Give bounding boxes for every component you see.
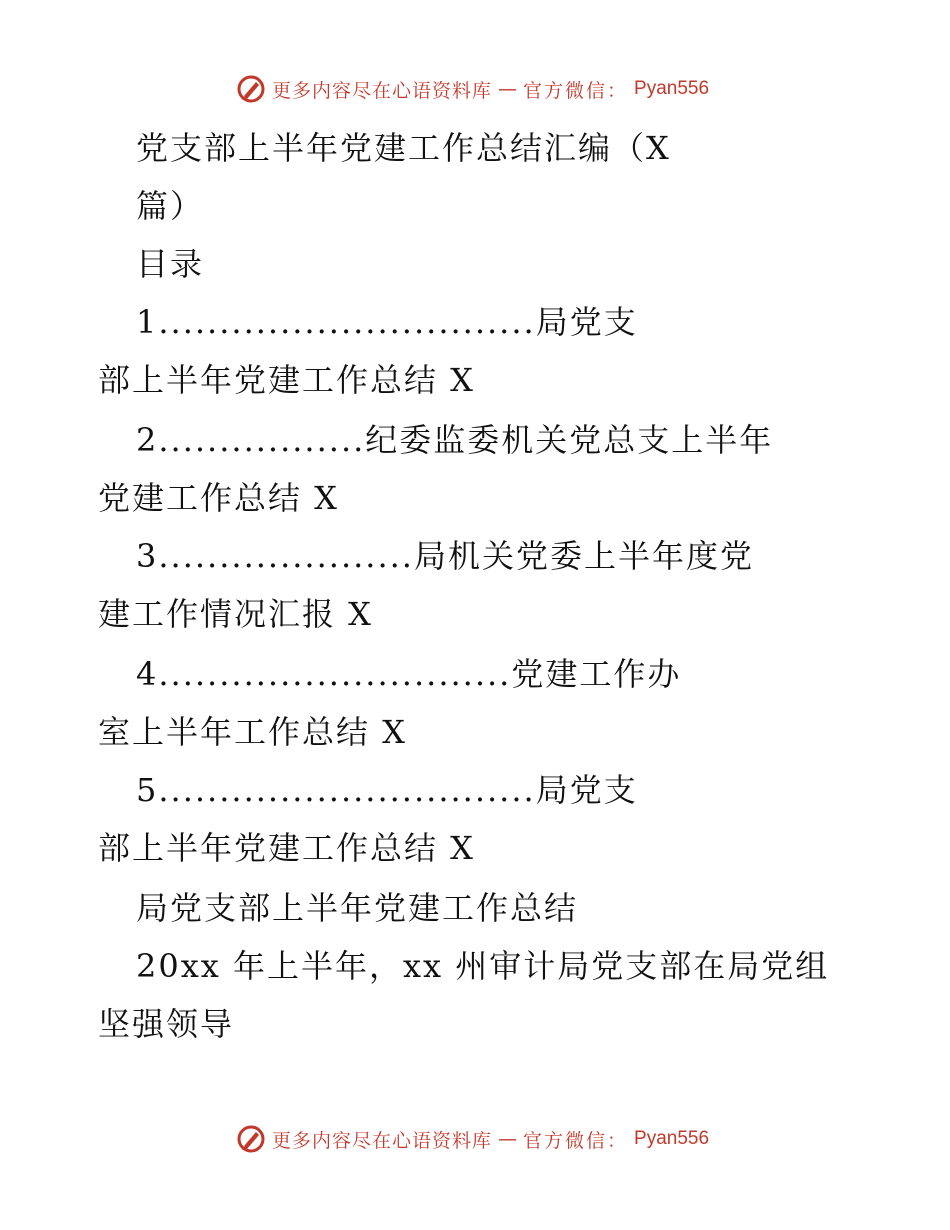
section-heading: 局党支部上半年党建工作总结 bbox=[136, 889, 579, 927]
doc-title-line-1: 党支部上半年党建工作总结汇编（X bbox=[136, 129, 671, 167]
toc-entry-3: 3.....................局机关党委上半年度党 bbox=[136, 537, 754, 575]
body-paragraph-line-1: 20xx 年上半年，xx 州审计局党支部在局党组 bbox=[136, 947, 830, 985]
toc-entry-4: 4.............................党建工作办 bbox=[136, 655, 682, 693]
watermark-subtitle: 官方微信： bbox=[523, 79, 629, 102]
watermark-title: 更多内容尽在心语资料库 bbox=[272, 1129, 493, 1152]
watermark-title: 更多内容尽在心语资料库 bbox=[272, 79, 493, 102]
watermark-dash: — bbox=[498, 1128, 518, 1150]
toc-heading: 目录 bbox=[136, 245, 205, 283]
doc-title-line-2: 篇） bbox=[136, 187, 205, 225]
toc-entry-2: 2.................纪委监委机关党总支上半年 bbox=[136, 421, 774, 459]
pen-logo-icon bbox=[236, 74, 266, 104]
pen-logo-icon bbox=[236, 1124, 266, 1154]
toc-entry-3-cont: 建工作情况汇报 X bbox=[98, 595, 373, 633]
toc-entry-1: 1...............................局党支 bbox=[136, 303, 638, 341]
watermark-subtitle: 官方微信： bbox=[523, 1129, 629, 1152]
header-watermark bbox=[236, 72, 709, 106]
toc-entry-4-cont: 室上半年工作总结 X bbox=[98, 713, 407, 751]
body-paragraph-line-2: 坚强领导 bbox=[98, 1005, 235, 1043]
footer-watermark bbox=[236, 1122, 709, 1156]
toc-entry-2-cont: 党建工作总结 X bbox=[98, 479, 339, 517]
toc-entry-5-cont: 部上半年党建工作总结 X bbox=[98, 829, 475, 867]
watermark-id: Pyan556 bbox=[634, 78, 710, 99]
toc-entry-5: 5...............................局党支 bbox=[136, 771, 638, 809]
toc-entry-1-cont: 部上半年党建工作总结 X bbox=[98, 361, 475, 399]
watermark-id: Pyan556 bbox=[634, 1128, 710, 1149]
watermark-dash: — bbox=[498, 78, 518, 100]
